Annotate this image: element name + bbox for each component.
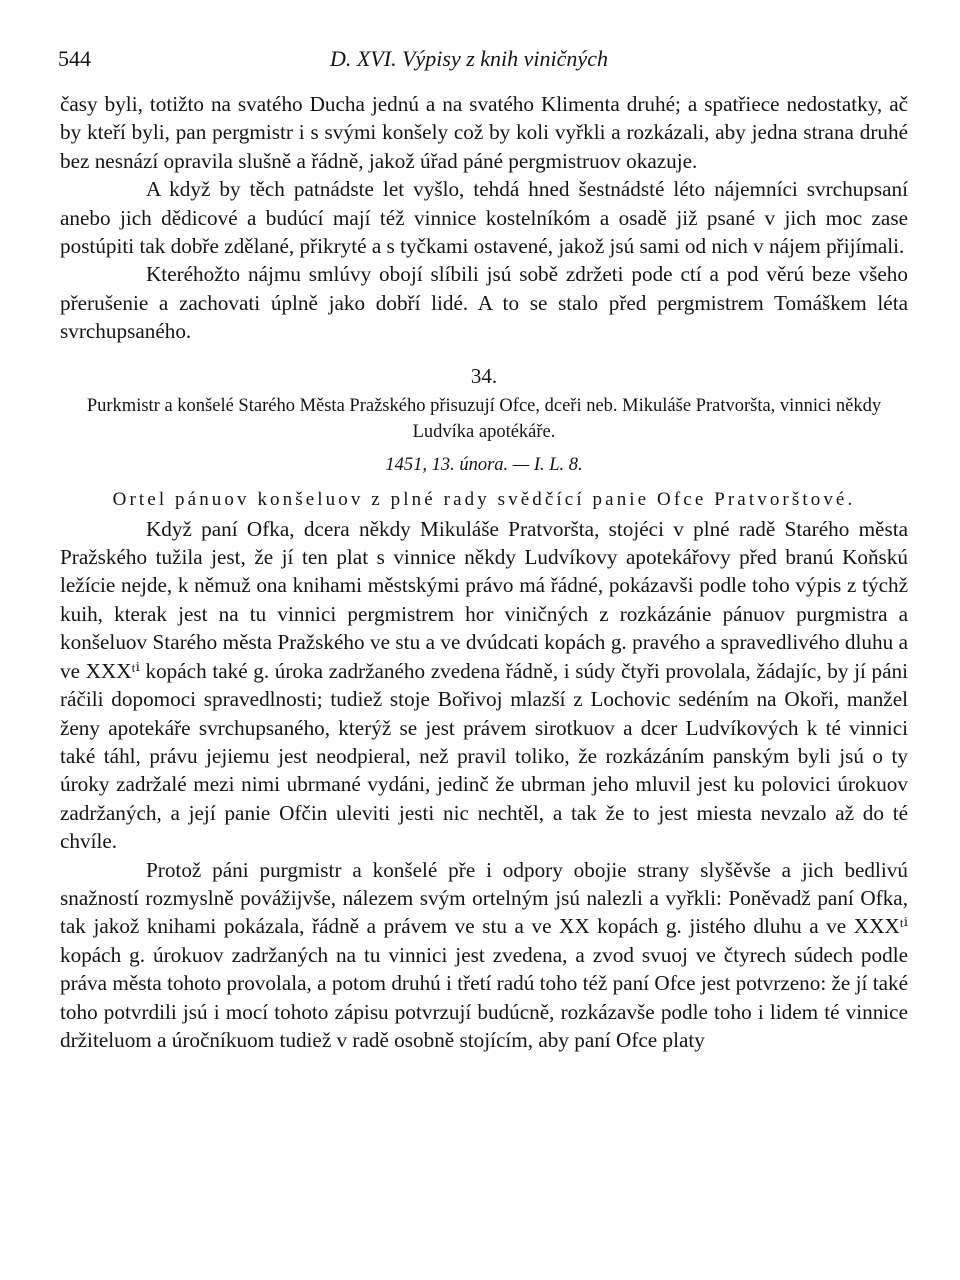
paragraph: Když paní Ofka, dcera někdy Mikuláše Pratvoršta, stojéci v plné radě Starého města Pražského tužila jest, že jí ten plat s vinnice někdy Ludvíkovy apotekářovy před branú Koňskú ležície nejde, k němuž ona knihami městskými právo má řádné, pokázavši podle toho výpis z týchž kuih, kterak jest na tu vinnici pergmistrem hor viničných z rozkázánie pánuov purgmistra a konšeluov Starého města Pražského ve stu a ve dvúdcati kopách g. pravého a spravedlivého dluhu a ve XXXᵗⁱ kopách také g. úroka zadržaného zvedena řádně, i súdy čtyři provolala, žádajíc, by jí páni ráčili dopomoci spravedlnosti; tudiež stoje Bořivoj mlazší z Lochovic sedéním na Okoři, manžel ženy apotekáře svrchupsaného, kterýž se jest právem sirotkuov a dcer Ludvíkových k té vinnici také táhl, právu jejiemu jest neodpieral, než pravil toliko, že rozkázáním panským byli jsú o ty úroky zadržalé mezi nimi ubrmané vydáni, jedinč že ubrman jeho mluvil jest ku polovici úrokuov zadržaných, a její panie Ofčin uleviti jesti nic nechtěl, a tak že to jest miesta nevzalo až do té chvíle. (60, 516, 908, 854)
page-header (60, 40, 908, 76)
paragraph: časy byli, totižto na svatého Ducha jednú a na svatého Klimenta druhé; a spatřiece nedostatky, ač by kteří byli, pan pergmistr i s svými konšely což by koli vyřkli a rozkázali, aby jedna strana druhé bez nesnází opravila slušně a řádně, jakož úřad páné pergmistruov okazuje. (60, 92, 908, 173)
page-number: 544 (58, 46, 91, 71)
running-head: D. XVI. Výpisy z knih viničných (330, 46, 608, 71)
paragraph: Kteréhožto nájmu smlúvy obojí slíbili jsú sobě zdržeti pode ctí a pod věrú beze všeho přerušenie a zachovati úplně jako dobří lidé. A to se stalo před pergmistrem Tomáškem léta svrchupsaného. (60, 262, 908, 344)
section-heading: Ortel pánuov konšeluov z plné rady svědčící panie Ofce Pratvorštové. (112, 488, 856, 510)
section-body-text (60, 515, 908, 1055)
paragraph: Protož páni purgmistr a konšelé pře i odpory obojie strany slyšěvše a jich bedlivú snažností rozmyslně povážijvše, nálezem svým ortelným jsú nalezli a vyřkli: Poněvadž paní Ofka, tak jakož knihami pokázala, řádně a právem ve stu a ve XX kopách g. jistého dluhu a ve XXXᵗⁱ kopách g. úrokuov zadržaných na tu vinnici jest zvedena, a zvod svuoj ve čtyrech súdech podle práva města tohoto provolala, a potom druhú i třetí radú toho též paní Ofce jest potvrzeno: že jí také toho potvrdili jsú i mocí tohoto zápisu potvrzují budúcně, rozkázavše podle toho i lidem té vinnice držiteluom a úročníkuom tudiež v radě osobně stojícím, aby paní Ofce platy (60, 857, 908, 1052)
top-body-text (60, 90, 908, 346)
section-number: 34. (470, 363, 498, 388)
document-page (60, 40, 908, 1054)
section-title: Purkmistr a konšelé Starého Města Pražského přisuzují Ofce, dceři neb. Mikuláše Pratvoršta, vinnici někdy Ludvíka apotékáře. (86, 395, 882, 442)
section-date: 1451, 13. února. — I. L. 8. (385, 454, 583, 475)
paragraph: A když by těch patnádste let vyšlo, tehdá hned šestnádsté léto nájemníci svrchupsaní anebo jich dědicové a budúcí mají též vinnice kostelníkóm a osadě již psané v jich moc zase postúpiti tak dobře zdělané, přikryté a s tyčkami ostavené, jakož jsú sami od nich v nájem přijímali. (60, 177, 908, 259)
